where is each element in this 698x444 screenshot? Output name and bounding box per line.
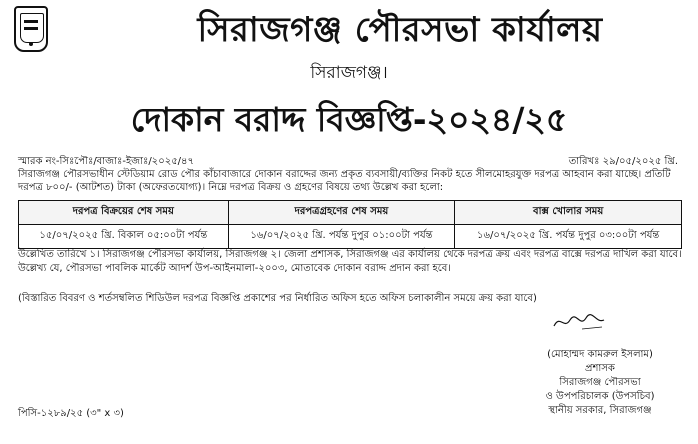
table-header-cell: দরপত্র বিক্রয়ের শেষ সময় [19, 201, 229, 225]
footer-code: পিসি-১২৮৯/২৫ (৩" x ৩) [18, 408, 124, 419]
details-paragraph: উল্লেখিত তারিখে ১। সিরাজগঞ্জ পৌরসভা কার্যালয়, সিরাজগঞ্জ ২। জেলা প্রশাসক, সিরাজগঞ্জ এর কার্যালয় থেকে দরপত্র ক্রয় এবং দরপত্র বাক্সে দরপত্র দাখিল করা যাবে। উল্লেখ্য যে, পৌরসভা পাবলিক মার্কেট আদর্শ উপ-আইনমালা-২০০৩, মোতাবেক দোকান বরাদ্দ প্রদান করা হবে। [18, 249, 682, 274]
table-header-cell: বাক্স খোলার সময় [455, 201, 682, 225]
signatory-line2: ও উপপরিচালক (উপসচিব) [545, 391, 655, 402]
signatory-name: (মোহাম্মদ কামরুল ইসলাম) [547, 349, 653, 360]
table-header-row [19, 201, 682, 225]
office-location: সিরাজগঞ্জ। [310, 63, 388, 83]
table-cell: ১৬/০৭/২০২৫ খ্রি. পর্যন্ত দুপুর ০১:০০টা পর্যন্ত [228, 225, 455, 249]
notice-date: তারিখঃ ২৯/০৫/২০২৫ খ্রি. [568, 156, 678, 167]
municipality-seal-logo [14, 6, 48, 52]
table-cell: ১৬/০৭/২০২৫ খ্রি. পর্যন্ত দুপুর ০৩:০০টা পর্যন্ত [455, 225, 682, 249]
memo-number: স্মারক নং-সিঃপৌঃ/বাজাঃ-ইজাঃ/২০২৫/৪৭ [18, 156, 195, 167]
intro-paragraph: সিরাজগঞ্জ পৌরসভাধীন স্টেডিয়াম রোড পৌর কাঁচাবাজারে দোকান বরাদ্দের জন্য প্রকৃত ব্যবসায়ী/ব্যক্তির নিকট হতে সীলমোহরযুক্ত দরপত্র আহবান করা যাচ্ছে। প্রতিটি দরপত্র ৮০০/- (আটশত) টাকা (অফেরতযোগ্য)। নিম্নে দরপত্র বিক্রয় ও গ্রহণের বিষয়ে তথ্য উল্লেখ করা হলো: [18, 169, 671, 193]
signatory-line3: স্থানীয় সরকার, সিরাজগঞ্জ [548, 405, 652, 416]
table-row [19, 225, 682, 249]
schedule-table [18, 200, 682, 249]
signatory-line1: সিরাজগঞ্জ পৌরসভা [559, 377, 641, 388]
office-title: সিরাজগঞ্জ পৌরসভা কার্যালয় [197, 10, 603, 50]
notice-title: দোকান বরাদ্দ বিজ্ঞপ্তি-২০২৪/২৫ [130, 100, 568, 139]
signature-mark [552, 312, 608, 332]
table-header-cell: দরপত্রগ্রহণের শেষ সময় [228, 201, 455, 225]
signature-block [510, 348, 690, 418]
note-paragraph: (বিস্তারিত বিবরণ ও শর্তসম্বলিত শিডিউল দরপত্র বিজ্ঞপ্তি প্রকাশের পর নির্ধারিত অফিস হতে অফিস চলাকালীন সময়ে ক্রয় করা যাবে) [18, 293, 537, 304]
signatory-title: প্রশাসক [585, 363, 615, 374]
table-cell: ১৫/০৭/২০২৫ খ্রি. বিকাল ০৫:০০টা পর্যন্ত [19, 225, 229, 249]
